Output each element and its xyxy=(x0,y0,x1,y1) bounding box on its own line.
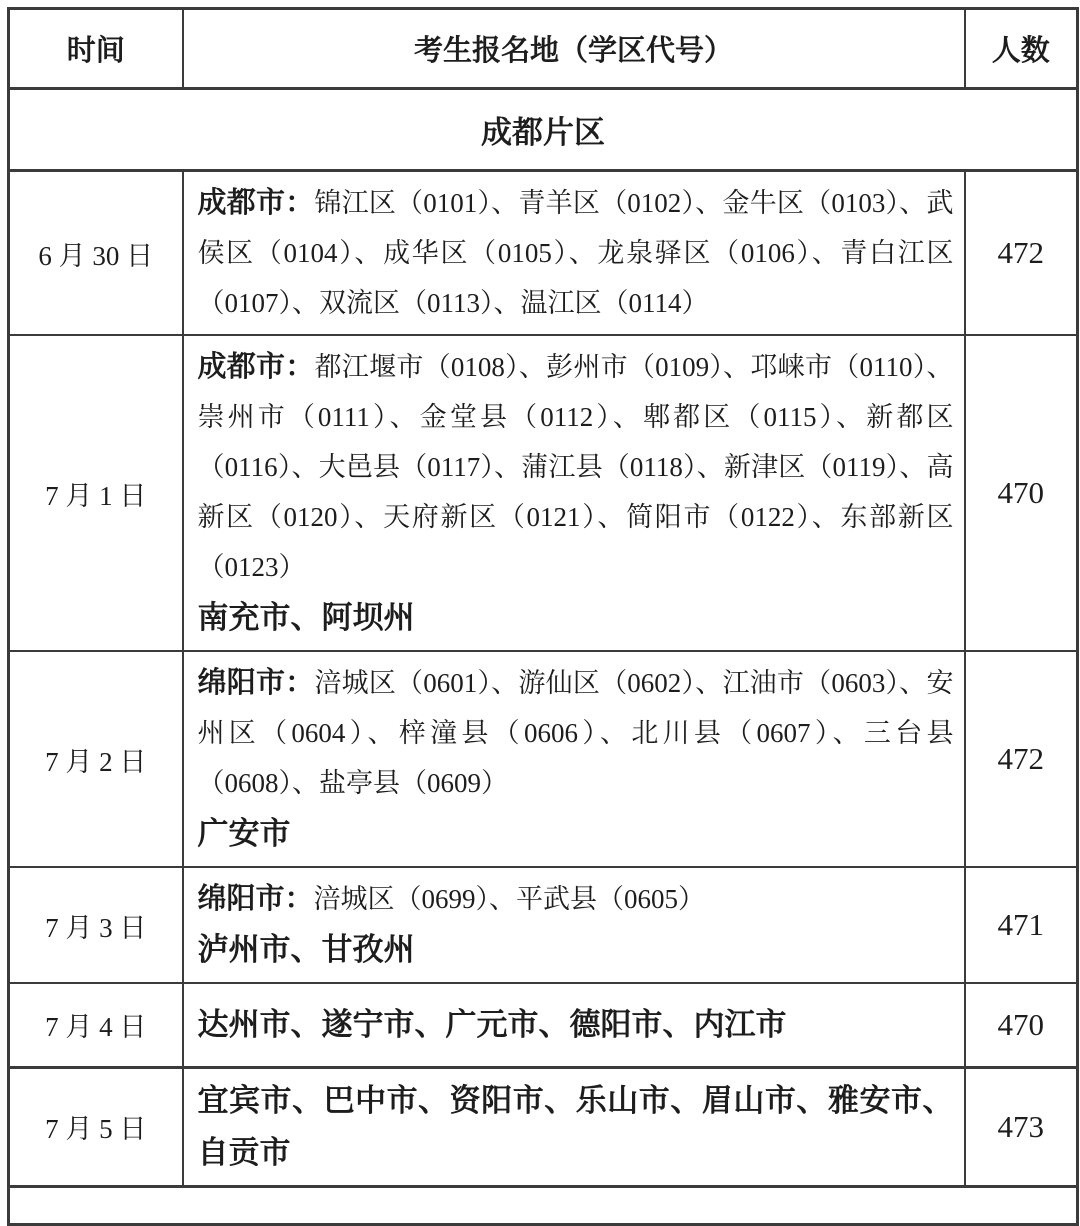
header-cell-place: 考生报名地（学区代号） xyxy=(183,9,965,89)
extra-cities-line: 达州市、遂宁市、广元市、德阳市、内江市 xyxy=(197,1006,787,1042)
registration-cell xyxy=(183,651,965,867)
date-cell: 7 月 5 日 xyxy=(9,1067,183,1186)
count-cell: 472 xyxy=(965,651,1078,867)
district-list-line xyxy=(198,658,954,808)
partial-next-section-row xyxy=(9,1186,1078,1224)
header-cell-time: 时间 xyxy=(9,9,183,89)
registration-cell xyxy=(183,983,965,1067)
exam-registration-schedule-table xyxy=(7,7,1079,1226)
header-cell-count: 人数 xyxy=(965,9,1078,89)
table-row xyxy=(9,335,1078,651)
district-list: 涪城区（0601）、游仙区（0602）、江油市（0603）、安州区（0604）、梓潼县（0606）、北川县（0607）、三台县（0608）、盐亭县（0609） xyxy=(197,668,954,798)
count-cell: 470 xyxy=(965,335,1078,651)
extra-cities-line: 泸州市、甘孜州 xyxy=(197,932,415,967)
district-list-line xyxy=(198,178,954,328)
registration-cell xyxy=(183,1067,965,1186)
city-prefix: 绵阳市： xyxy=(197,883,314,915)
count-cell: 472 xyxy=(965,171,1078,336)
date-cell: 7 月 4 日 xyxy=(9,983,183,1067)
section-title: 成都片区 xyxy=(9,89,1078,171)
count-cell: 471 xyxy=(965,867,1078,983)
registration-cell xyxy=(183,335,965,651)
city-prefix: 绵阳市： xyxy=(197,667,315,699)
table-row xyxy=(9,867,1078,983)
count-cell: 470 xyxy=(965,983,1078,1067)
extra-cities-line: 广安市 xyxy=(197,816,291,851)
count-cell: 473 xyxy=(965,1067,1078,1186)
extra-cities-line: 宜宾市、巴中市、资阳市、乐山市、眉山市、雅安市、自贡市 xyxy=(197,1082,954,1170)
table-header-row xyxy=(9,9,1078,89)
partial-row-cell xyxy=(9,1186,1078,1224)
district-list-line xyxy=(198,874,954,924)
extra-cities-line: 南充市、阿坝州 xyxy=(197,600,415,635)
district-list: 都江堰市（0108）、彭州市（0109）、邛崃市（0110）、崇州市（0111）、金堂县（0112）、郫都区（0115）、新都区（0116）、大邑县（0117）、蒲江县（0118）、新津区（0119）、高新区（0120）、天府新区（0121）、简阳市（0122）、东部新区（0123） xyxy=(197,352,954,582)
registration-cell xyxy=(183,867,965,983)
date-cell: 6 月 30 日 xyxy=(9,171,183,336)
table-row xyxy=(9,171,1078,336)
table-row xyxy=(9,1067,1078,1186)
date-cell: 7 月 1 日 xyxy=(9,335,183,651)
registration-cell xyxy=(183,171,965,336)
table-row xyxy=(9,651,1078,867)
city-prefix: 成都市： xyxy=(197,351,315,383)
district-list: 涪城区（0699）、平武县（0605） xyxy=(313,884,706,914)
date-cell: 7 月 3 日 xyxy=(9,867,183,983)
city-prefix: 成都市： xyxy=(197,187,315,219)
section-row-chengdu xyxy=(9,89,1078,171)
district-list: 锦江区（0101）、青羊区（0102）、金牛区（0103）、武侯区（0104）、成华区（0105）、龙泉驿区（0106）、青白江区（0107）、双流区（0113）、温江区（0114） xyxy=(197,188,954,318)
district-list-line xyxy=(198,342,954,592)
table-row xyxy=(9,983,1078,1067)
date-cell: 7 月 2 日 xyxy=(9,651,183,867)
